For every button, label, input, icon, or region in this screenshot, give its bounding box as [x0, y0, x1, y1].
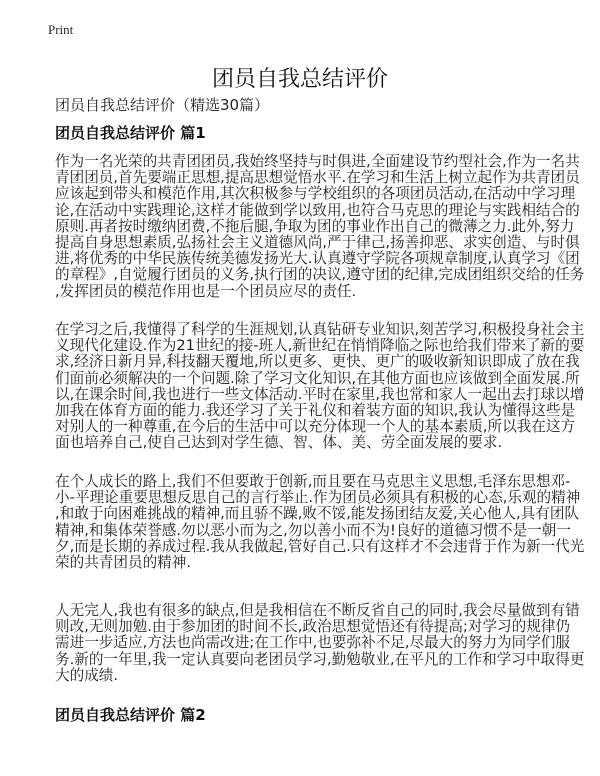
text-line: 作为一名光荣的共青团团员,我始终坚持与时俱进,全面建设节约型社会,作为一名共: [55, 153, 580, 170]
paragraph-4: [55, 602, 585, 684]
section-heading-1: 团员自我总结评价 篇1: [55, 124, 206, 142]
paragraph-2: [55, 321, 585, 452]
text-line: 小-平理论重要思想反思自己的言行举止.作为团员必须具有积极的心态,乐观的精神: [55, 489, 581, 507]
text-line: 原则.再者按时缴纳团费,不拖后腿,争取为团的事业作出自己的微薄之力.此外,努力: [55, 217, 575, 235]
text-line: 的章程》,自觉履行团员的义务,执行团的决议,遵守团的纪律,完成团组织交给的任务: [55, 266, 585, 284]
text-line: 义现代化建设.作为21世纪的接-班人,新世纪在悄悄降临之际也给我们带来了新的要: [55, 337, 585, 355]
page-title: 团员自我总结评价: [211, 67, 388, 92]
text-line: ,和敢于向困难挑战的精神,而且骄不躁,败不馁,能发扬团结友爱,关心他人,具有团队: [55, 505, 580, 523]
paragraph-1: [55, 153, 585, 300]
text-line: 面也培养自己,使自己达到对学生德、智、体、美、劳全面发展的要求.: [55, 434, 503, 452]
text-line: 则改,无则加勉.由于参加团的时间不长,政治思想觉悟还有待提高;对学习的规律仍: [55, 618, 571, 636]
text-line: 务.新的一年里,我一定认真要向老团员学习,勤勉敬业,在平凡的工作和学习中取得更: [55, 650, 585, 668]
paragraph-3: [55, 473, 585, 572]
text-line: 们面前必须解决的一个问题.除了学习文化知识,在其他方面也应该做到全面发展.所: [55, 369, 580, 387]
text-line: 精神,和集体荣誉感.勿以恶小而为之,勿以善小而不为!良好的道德习惯不是一朝一: [55, 521, 571, 539]
text-line: 人无完人,我也有很多的缺点,但是我相信在不断反省自己的同时,我会尽量做到有错: [55, 602, 580, 619]
text-line: 进,将优秀的中华民族传统美德发扬光大.认真遵守学院各项规章制度,认真学习《团: [55, 250, 580, 268]
text-line: 对别人的一种尊重,在今后的生活中可以充分体现一个人的基本素质,所以我在这方: [55, 418, 576, 436]
text-line: 以,在课余时间,我也进行一些文体活动.平时在家里,我也常和家人一起出去打球以增: [55, 385, 585, 403]
text-line: 大的成绩.: [55, 666, 119, 684]
text-line: 荣的共青团员的精神.: [55, 554, 191, 572]
text-line: 加我在体育方面的能力.我还学习了关于礼仪和着装方面的知识,我认为懂得这些是: [55, 402, 576, 420]
print-link[interactable]: Print: [48, 22, 74, 37]
text-line: 应该起到带头和模范作用,其次积极参与学校组织的各项团员活动,在活动中学习理: [55, 185, 576, 203]
text-line: 夕,而是长期的养成过程.我从我做起,管好自己.只有这样才不会违背于作为新一代光: [55, 537, 585, 555]
text-line: ,发挥团员的模范作用也是一个团员应尽的责任.: [55, 282, 357, 300]
text-line: 论,在活动中实践理论,这样才能做到学以致用,也符合马克思的理论与实践相结合的: [55, 201, 580, 219]
text-line: 在学习之后,我懂得了科学的生涯规划,认真钻研专业知识,刻苦学习,积极投身社会主: [55, 321, 585, 338]
text-line: 需进一步适应,方法也尚需改进;在工作中,也要弥补不足,尽最大的努力为同学们服: [55, 634, 571, 652]
page-subtitle: 团员自我总结评价（精选30篇）: [55, 96, 270, 114]
text-line: 青团团员,首先要端正思想,提高思想觉悟水平.在学习和生活上树立起作为共青团员: [55, 169, 580, 187]
text-line: 求,经济日新月异,科技翻天覆地,所以更多、更快、更广的吸收新知识即成了放在我: [55, 353, 580, 371]
text-line: 提高自身思想素质,弘扬社会主义道德风尚,严于律己,扬善抑恶、求实创造、与时俱: [55, 234, 580, 252]
section-heading-2: 团员自我总结评价 篇2: [55, 706, 206, 724]
text-line: 在个人成长的路上,我们不但要敢于创新,而且要在马克思主义思想,毛泽东思想邓-: [55, 473, 571, 490]
